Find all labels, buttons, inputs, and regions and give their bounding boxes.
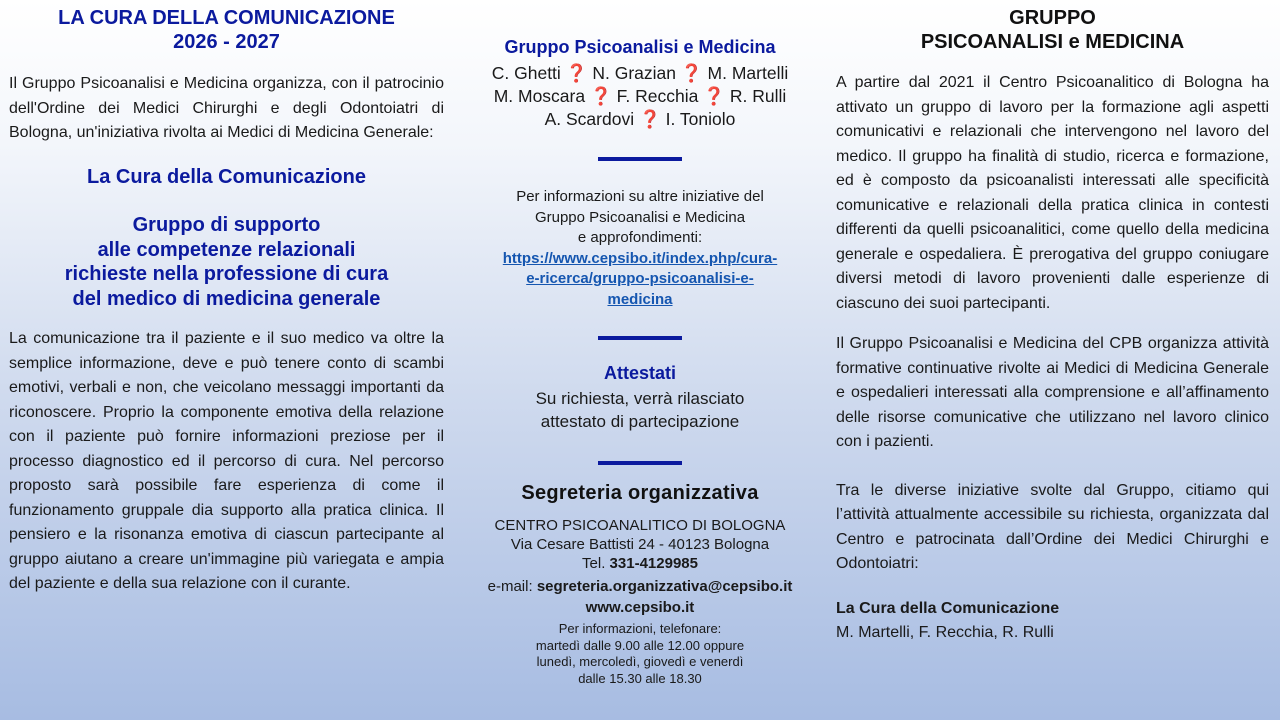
right-paragraph-3: Tra le diverse iniziative svolte dal Gruppo, citiamo qui l’attività attualmente accessibile su richiesta, organizzata dal Centro e patrocinata dall’Ordine dei Medici Chirurghi e Odontoiatri: (836, 481, 1269, 572)
member-name: F. Recchia (616, 86, 699, 106)
members-row (470, 85, 810, 108)
member-name: R. Rulli (729, 86, 787, 106)
member-name: N. Grazian (592, 63, 676, 83)
members-row (470, 108, 810, 131)
separator-icon: ❓ (680, 63, 703, 83)
left-column (0, 0, 452, 720)
attestati-heading: Attestati (603, 363, 676, 383)
info-block (470, 187, 810, 310)
member-name: M. Martelli (707, 63, 789, 83)
group-website-link[interactable] (470, 249, 810, 311)
support-group-line: Gruppo di supporto (132, 214, 321, 236)
hours-line: Per informazioni, telefonare: (558, 621, 722, 636)
members-row (470, 62, 810, 85)
member-name: M. Moscara (493, 86, 586, 106)
separator-icon: ❓ (638, 109, 661, 129)
attestati-line: Su richiesta, verrà rilasciato (535, 389, 745, 408)
support-group-line: alle competenze relazionali (97, 238, 356, 261)
email-label: e-mail: (487, 578, 533, 595)
support-group-title (9, 213, 444, 311)
right-title-line2: PSICOANALISI e MEDICINA (920, 31, 1185, 53)
hours-line: martedì dalle 9.00 alle 12.00 oppure (535, 637, 745, 653)
right-paragraph-2: Il Gruppo Psicoanalisi e Medicina del CPB organizza attività formative continuative rivolte ai Medici di Medicina Generale e ospedalieri interessati alla comprensione e all’affinamento delle risorse comunicative che utilizzano nel lavoro clinico con i pazienti. (836, 335, 1269, 450)
attestati-line: attestato di partecipazione (540, 412, 740, 431)
link-line: e-ricerca/gruppo-psicoanalisi-e- (526, 270, 754, 287)
info-line: Gruppo Psicoanalisi e Medicina (534, 208, 746, 226)
separator-icon: ❓ (703, 86, 726, 106)
email-line (470, 577, 810, 596)
phone-label: Tel. (582, 555, 606, 572)
website-link[interactable]: www.cepsibo.it (585, 599, 695, 616)
link-line: medicina (607, 290, 673, 308)
link-line: https://www.cepsibo.it/index.php/cura- (502, 249, 778, 267)
email-address[interactable]: segreteria.organizzativa@cepsibo.it (536, 578, 793, 595)
divider (598, 461, 682, 465)
initiative-title: La Cura della Comunicazione (836, 599, 1060, 617)
support-group-line: richieste nella professione di cura (64, 263, 389, 285)
info-line: Per informazioni su altre iniziative del (516, 188, 764, 205)
info-line: e approfondimenti: (577, 229, 703, 246)
right-column (828, 0, 1280, 720)
right-title-line1: GRUPPO (1009, 7, 1096, 29)
left-body-text: La comunicazione tra il paziente e il suo medico va oltre la semplice informazione, deve e può tenere conto di scambi emotivi, verbali e non, che veicolano messaggi importanti da riconoscere. Proprio la componente emotiva della relazione con il paziente può fornire informazioni preziose per il processo diagnostico ed il percorso di cura. Nel percorso proposto sarà possibile fare esperienza di come il funzionamento gruppale dia supporto alla pratica clinica. Il pensiero e la risonanza emotiva di ciascun partecipante al gruppo aiutano a creare un'immagine più variegata e ampia del paziente e della sua relazione con il curante. (9, 330, 444, 592)
members-list (470, 62, 810, 131)
separator-icon: ❓ (589, 86, 612, 106)
support-group-line: del medico di medicina generale (72, 287, 381, 310)
hours-line: dalle 15.30 alle 18.30 (578, 670, 702, 686)
member-name: C. Ghetti (491, 63, 561, 83)
address: Via Cesare Battisti 24 - 40123 Bologna (510, 536, 770, 553)
left-title-line1: LA CURA DELLA COMUNICAZIONE (58, 7, 395, 29)
initiative-people: M. Martelli, F. Recchia, R. Rulli (836, 623, 1054, 641)
middle-column (470, 0, 810, 720)
divider (598, 336, 682, 340)
separator-icon: ❓ (565, 63, 588, 83)
group-heading: Gruppo Psicoanalisi e Medicina (504, 37, 776, 57)
divider (598, 157, 682, 161)
org-name: CENTRO PSICOANALITICO DI BOLOGNA (494, 517, 786, 534)
right-paragraph-1: A partire dal 2021 il Centro Psicoanalitico di Bologna ha attivato un gruppo di lavoro per la formazione agli aspetti comunicativi e relazionali che intervengono nel lavoro del medico. Il gruppo ha finalità di studio, ricerca e formazione, ed è composto da psicoanalisti interessati alle specificità comunicative e relazionali della pratica clinica in contesti differenti da quelli psicoanalitici, come quello della medicina generale e ospedaliera. È prerogativa del gruppo coniugare diversi metodi di lavoro provenienti dalle esperienze di ciascuno dei suoi partecipanti. (836, 74, 1269, 312)
contact-block (470, 516, 810, 687)
course-subtitle: La Cura della Comunicazione (87, 165, 366, 188)
member-name: A. Scardovi (544, 109, 635, 129)
member-name: I. Toniolo (665, 109, 736, 129)
phone-line (470, 554, 810, 573)
hours-block (470, 621, 810, 687)
left-title-line2: 2026 - 2027 (173, 31, 280, 53)
left-intro-text: Il Gruppo Psicoanalisi e Medicina organizza, con il patrocinio dell'Ordine dei Medici Chirurghi e degli Odontoiatri di Bologna, un'iniziativa rivolta ai Medici di Medicina Generale: (9, 75, 444, 141)
phone-number[interactable]: 331-4129985 (609, 555, 698, 572)
hours-line: lunedì, mercoledì, giovedì e venerdì (536, 654, 744, 669)
segreteria-heading: Segreteria organizzativa (521, 482, 759, 504)
